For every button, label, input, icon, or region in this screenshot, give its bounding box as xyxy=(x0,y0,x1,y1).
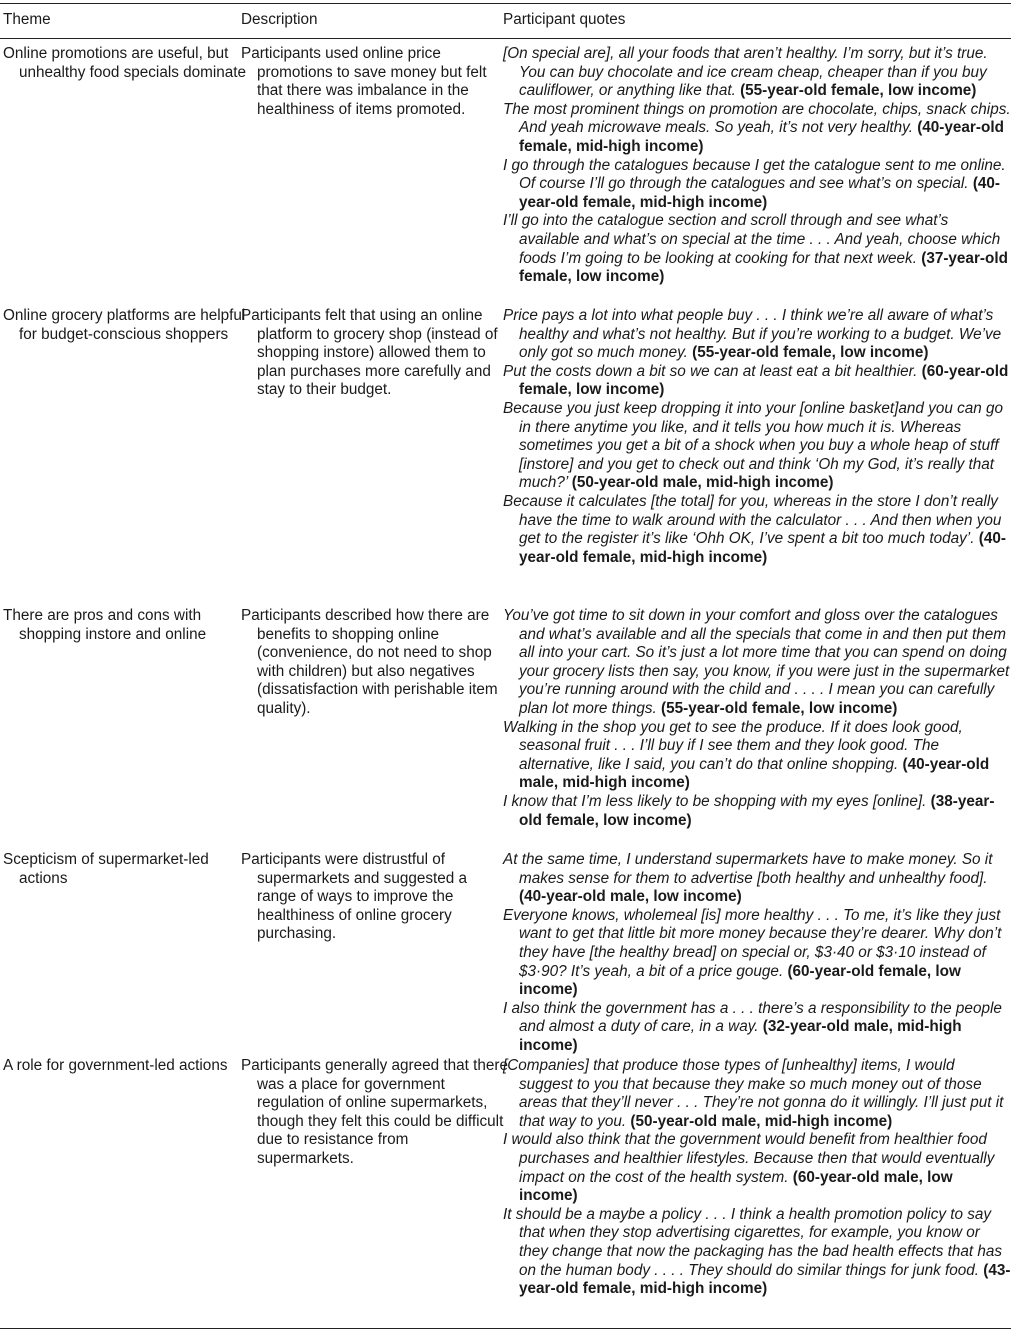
row-theme: There are pros and cons with shopping instore and online xyxy=(3,607,207,643)
quote-attribution: (32-year-old male, mid-high income) xyxy=(519,1018,962,1054)
quote xyxy=(503,307,1011,363)
quote-text: It should be a maybe a policy . . . I think a health promotion policy to say that when they stop advertising cigarettes, for example, you know or they change that now the packaging has the bad health effects that has on the human body . . . . They should do similar things for junk food. xyxy=(503,1205,1003,1279)
quote xyxy=(503,400,1011,493)
quote xyxy=(503,493,1011,567)
quote xyxy=(503,1000,1011,1056)
quote-attribution: (43-year-old female, mid-high income) xyxy=(519,1261,1011,1298)
quote-text: Everyone knows, wholemeal [is] more healthy . . . To me, it’s like they just want to get that little bit more money because they’re dearer. Why don’t they have [the healthy bread] on special or, $3·40 or $3·10 instead of $3·90? It’s yeah, a bit of a price gouge. xyxy=(503,906,1002,980)
quote-text: I would also think that the government would benefit from healthier food purchases and healthier lifestyles. Because then that would eventually impact on the cost of the health system. xyxy=(503,1131,995,1186)
table-top-rule xyxy=(0,3,1011,4)
quote xyxy=(503,851,1011,907)
quote xyxy=(503,101,1011,157)
row-theme: A role for government-led actions xyxy=(3,1057,228,1074)
row-theme: Online grocery platforms are helpful for budget-conscious shoppers xyxy=(3,307,246,343)
row-quotes xyxy=(503,1057,1011,1299)
quote-attribution: (40-year-old male, low income) xyxy=(519,888,742,906)
quote-attribution: (60-year-old female, low income) xyxy=(519,962,961,999)
row-quotes xyxy=(503,45,1011,287)
quote-text: [Companies] that produce those types of [unhealthy] items, I would suggest to you that because they make so much money out of those areas that they’ll never . . . They’re not gonna do it willingly. I’ll just put it that way to you. xyxy=(503,1057,1004,1130)
quote-text: Put the costs down a bit so we can at least eat a bit healthier. xyxy=(503,362,918,380)
header-rule xyxy=(0,38,1011,39)
row-quotes xyxy=(503,307,1011,567)
table-bottom-rule xyxy=(0,1328,1011,1329)
quote xyxy=(503,212,1011,286)
quote-attribution: (60-year-old male, low income) xyxy=(519,1168,953,1205)
quote-attribution: (40-year-old female, mid-high income) xyxy=(519,119,1004,155)
row-description: Participants described how there are benefits to shopping online (convenience, do not need to shop with children) but also negatives (dissatisfaction with perishable item quality). xyxy=(241,607,498,717)
quote-text: You’ve got time to sit down in your comfort and gloss over the catalogues and what’s available and all the specials that come in and then put them all into your cart. So it’s just a lot more time that you can spend on doing your grocery lists then say, you know, if you were just in the supermarket you’re running around with the child and . . . . I mean you can carefully plan lot more things. xyxy=(503,607,1010,717)
header-theme: Theme xyxy=(3,11,51,28)
quote-text: I also think the government has a . . . there’s a responsibility to the people and almost a duty of care, in a way. xyxy=(503,999,1002,1036)
quote-text: Because it calculates [the total] for you, whereas in the store I don’t really have the time to walk around with the calculator . . . And then when you get to the register it’s like ‘Ohh OK, I’ve spent a bit too much today’. xyxy=(503,492,1002,548)
header-quotes: Participant quotes xyxy=(503,11,626,28)
quote xyxy=(503,607,1011,719)
row-description: Participants felt that using an online platform to grocery shop (instead of shopping instore) allowed them to plan purchases more carefully and stay to their budget. xyxy=(241,307,498,399)
row-description: Participants used online price promotions to save money but felt that there was imbalance in the healthiness of items promoted. xyxy=(241,45,487,118)
quote-text: I’ll go into the catalogue section and scroll through and see what’s available and what’s on special at the time . . . And yeah, choose which foods I’m going to be looking at cooking for that next week. xyxy=(503,212,1001,267)
quote-attribution: (40-year-old female, mid-high income) xyxy=(519,175,1001,211)
quote-attribution: (50-year-old male, mid-high income) xyxy=(571,474,834,492)
quote-text: I know that I’m less likely to be shopping with my eyes [online]. xyxy=(503,792,927,810)
quote-attribution: (60-year-old female, low income) xyxy=(519,362,1009,399)
quote-text: The most prominent things on promotion are chocolate, chips, snack chips. And yeah microwave meals. So yeah, it’s not very healthy. xyxy=(503,100,1011,137)
quote xyxy=(503,45,1011,101)
row-description: Participants generally agreed that there was a place for government regulation of online supermarkets, though they felt this could be difficult due to resistance from supermarkets. xyxy=(241,1057,509,1167)
quote-text: Price pays a lot into what people buy . . . I think we’re all aware of what’s healthy and what’s not healthy. But if you’re working to a budget. We’ve only got so much money. xyxy=(503,307,1002,362)
quote-attribution: (55-year-old female, low income) xyxy=(740,82,977,100)
quote xyxy=(503,1057,1011,1131)
quote-text: At the same time, I understand supermarkets have to make money. So it makes sense for them to advertise [both healthy and unhealthy food]. xyxy=(503,851,993,887)
quote xyxy=(503,363,1011,400)
quote-text: [On special are], all your foods that aren’t healthy. I’m sorry, but it’s true. You can buy chocolate and ice cream cheap, cheaper than if you buy cauliflower, or anything like that. xyxy=(503,45,988,100)
quote-attribution: (50-year-old male, mid-high income) xyxy=(630,1112,893,1130)
quote-attribution: (55-year-old female, low income) xyxy=(661,699,898,717)
row-theme: Scepticism of supermarket-led actions xyxy=(3,851,209,887)
quote-attribution: (37-year-old female, low income) xyxy=(519,249,1008,286)
quote xyxy=(503,793,1011,830)
quote-text: Because you just keep dropping it into your [online basket]and you can go in there anytime you like, and it tells you how much it is. Whereas sometimes you get a bit of a shock when you buy a whole heap of stuff [instore] and you get to check out and think ‘Oh my God, it’s really that much?’ xyxy=(503,399,1004,492)
row-quotes xyxy=(503,851,1011,1056)
header-description: Description xyxy=(241,11,318,28)
quote-text: Walking in the shop you get to see the produce. If it does look good, seasonal fruit . . . I’ll buy if I see them and they look good. The alternative, like I said, you can’t do that online shopping. xyxy=(503,718,963,773)
quote xyxy=(503,907,1011,1000)
quote-text: I go through the catalogues because I get the catalogue sent to me online. Of course I’ll go through the catalogues and see what’s on special. xyxy=(503,156,1006,193)
quote-attribution: (40-year-old male, mid-high income) xyxy=(519,755,990,792)
quote-attribution: (55-year-old female, low income) xyxy=(692,344,929,362)
quote xyxy=(503,157,1011,213)
quote-attribution: (38-year-old female, low income) xyxy=(519,792,995,829)
quote xyxy=(503,719,1011,793)
row-theme: Online promotions are useful, but unhealthy food specials dominate xyxy=(3,45,247,81)
row-description: Participants were distrustful of supermarkets and suggested a range of ways to improve the healthiness of online grocery purchasing. xyxy=(241,851,468,943)
quote xyxy=(503,1131,1011,1205)
quote-attribution: (40-year-old female, mid-high income) xyxy=(519,530,1006,566)
row-quotes xyxy=(503,607,1011,830)
quote xyxy=(503,1206,1011,1299)
